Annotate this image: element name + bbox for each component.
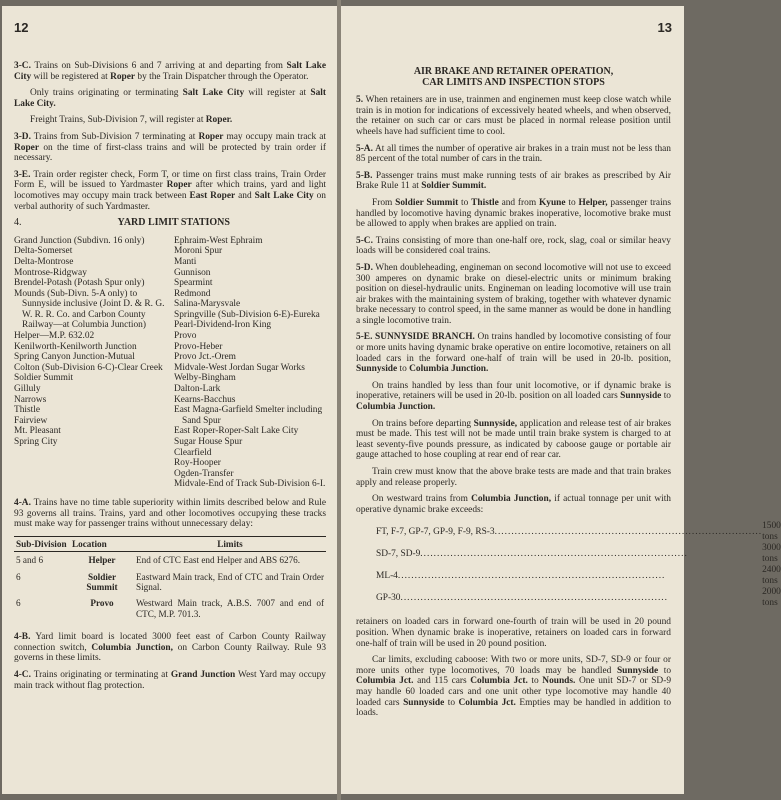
yard-station-item: Moroni Spur [174, 246, 223, 257]
tonnage-row [376, 521, 781, 543]
table-row [14, 552, 326, 569]
yard-station-item: Salina-Marysvale [174, 299, 241, 310]
yard-station-item: Sugar House Spur [174, 437, 243, 447]
yard-station-item: Pearl-Dividend-Iron King [174, 320, 272, 331]
page-number: 12 [14, 20, 29, 35]
tonnage-value: 2000 tons [762, 587, 781, 609]
table-row [14, 595, 326, 622]
yard-list-right [174, 236, 326, 490]
tonnage-unit: ML-4 [376, 570, 398, 581]
yard-station-item: Mt. Pleasant [14, 426, 61, 437]
yard-station-item: Colton (Sub-Division 6-C)-Clear Creek [14, 362, 163, 373]
yard-station-item: Montrose-Ridgway [14, 267, 87, 278]
yard-station-item: Thistle [14, 405, 41, 416]
yard-station-item: Clearfield [174, 447, 212, 458]
yard-station-item: East Roper-Roper-Salt Lake City [174, 426, 299, 437]
tonnage-row [376, 587, 781, 609]
yard-station-item: Kenilworth-Kenilworth Junction [14, 341, 137, 352]
limits-table [14, 536, 326, 622]
paragraph-5b: 5-B. Passenger trains must make running tests of air brakes as prescribed by Air Brake Rule 11 at Soldier Summit. [356, 170, 671, 192]
tonnage-unit: FT, F-7, GP-7, GP-9, F-9, RS-3 [376, 526, 495, 537]
limits-cell-lim: Westward Main track, A.B.S. 7007 and end of CTC, M.P. 701.3. [136, 598, 324, 619]
paragraph-5e-6: retainers on loaded cars in forward one-fourth of train will be used in 20 pound position. When dynamic brake is inoperative, retainers on loaded cars in forward one-half of train will be used in 20 pound position. [356, 617, 671, 649]
yard-station-item: Dalton-Lark [174, 384, 221, 395]
yard-station-item: Grand Junction (Subdivn. 16 only) [14, 235, 145, 246]
left-column [14, 61, 326, 697]
section-4-heading: 4. YARD LIMIT STATIONS [14, 217, 230, 229]
yard-station-item: Narrows [14, 394, 47, 405]
limits-cell-lim: Eastward Main track, End of CTC and Train Order Signal. [136, 571, 324, 592]
tonnage-value: 3000 tons [762, 543, 781, 565]
paragraph-5e-5: On westward trains from Columbia Junction, if actual tonnage per unit with operative dynamic brake exceeds: [356, 494, 671, 515]
header-limits: Limits [134, 536, 326, 551]
paragraph-5c: 5-C. Trains consisting of more than one-half ore, rock, slag, coal or similar heavy loads will be considered coal trains. [356, 235, 671, 257]
tonnage-row [376, 565, 781, 587]
yard-station-item: Delta-Somerset [14, 246, 73, 257]
yard-station-item: Provo-Heber [174, 341, 223, 352]
tonnage-unit: GP-30 [376, 592, 401, 603]
yard-station-item: Roy-Hooper [174, 458, 221, 469]
tonnage-value: 1500 tons [762, 521, 781, 543]
yard-station-item: East Magna-Garfield Smelter including Sand Spur [174, 405, 323, 426]
limits-cell-loc: Provo [90, 598, 114, 609]
paragraph-3c-c: Freight Trains, Sub-Division 7, will register at Roper. [30, 115, 233, 126]
yard-station-item: Brendel-Potash (Potash Spur only) [14, 278, 145, 289]
tonnage-unit: SD-7, SD-9 [376, 548, 421, 559]
yard-station-item: Spring City [14, 437, 58, 447]
section-title: AIR BRAKE AND RETAINER OPERATION, CAR LIMITS AND INSPECTION STOPS [413, 66, 614, 88]
tonnage-table [376, 521, 781, 609]
paragraph-3d: 3-D. Trains from Sub-Division 7 terminating at Roper may occupy main track at Roper on the time of first-class trains and will be protected by train order if necessary. [14, 131, 326, 164]
yard-station-item: Midvale-West Jordan Sugar Works [174, 362, 305, 373]
paragraph-5e-4: Train crew must know that the above brake tests are made and that train brakes apply and release properly. [356, 467, 671, 488]
limits-cell-lim: End of CTC East end Helper and ABS 6276. [136, 555, 301, 566]
yard-station-item: Gunnison [174, 267, 211, 278]
table-row [14, 569, 326, 596]
yard-station-item: Helper—M.P. 632.02 [14, 331, 95, 342]
paragraph-4c: 4-C. Trains originating or terminating at Grand Junction West Yard may occupy main track without flag protection. [14, 669, 326, 691]
limits-cell-sub: 6 [16, 598, 21, 609]
paragraph-5e-3: On trains before departing Sunnyside, application and release test of air brakes must be made. This test will not be made until train brake system is charged to at least seventy-five pounds pressure, as indicated by caboose gauge or portable air gauge attached to hose coupling at rear end of rear car. [356, 418, 671, 461]
yard-station-item: Provo [174, 331, 197, 342]
yard-station-item: Soldier Summit [14, 373, 74, 384]
paragraph-3e: 3-E. Train order register check, Form T, or time on first class trains, Train Order Form E, will be issued to Yardmaster Roper after which trains, yard and light locomotives may occupy main track between East Roper and Salt Lake City on verbal authority of such Yardmaster. [14, 169, 326, 212]
dot-leader: ................................................................................ [400, 592, 668, 603]
limits-cell-loc: Helper [88, 555, 116, 566]
left-page [2, 6, 337, 794]
paragraph-5e-7: Car limits, excluding caboose: With two or more units, SD-7, SD-9 or four or more units other type locomotives, 70 loads may be handled Sunnyside to Columbia Jct. and 115 cars Columbia Jct. to Nounds. One unit SD-7 or SD-9 may handle 60 loaded cars and one unit other type locomotive may handle 40 loaded cars Sunnyside to Columbia Jct. Empties may be handled in addition to loads. [356, 655, 672, 719]
dot-leader: ................................................................................ [420, 548, 688, 559]
yard-list-left [14, 236, 166, 490]
yard-limit-stations-list [14, 236, 326, 490]
yard-station-item: Redmond [174, 288, 211, 299]
yard-station-item: Manti [174, 256, 197, 267]
paragraph-3c-b: Only trains originating or terminating Salt Lake City will register at Salt Lake City. [14, 88, 326, 109]
yard-station-item: Ogden-Transfer [174, 468, 234, 479]
yard-station-item: Delta-Montrose [14, 256, 74, 267]
paragraph-5d: 5-D. When doubleheading, engineman on second locomotive will not use to exceed 300 amperes on dynamic brake on diesel-electric units or minimum braking position on diesel-hydraulic units. Engineman on leading locomotive will use train air brakes with the maintaining system of braking, together with whatever dynamic brake necessary to control speed, in the same manner as would be done in handling a single locomotive train. [356, 262, 671, 326]
yard-station-item: Gilluly [14, 384, 41, 395]
limits-cell-sub: 5 and 6 [16, 555, 44, 566]
yard-station-item: Midvale-End of Track Sub-Division 6-I. [174, 479, 326, 490]
yard-station-item: Springville (Sub-Division 6-E)-Eureka [174, 309, 320, 320]
tonnage-value: 2400 tons [762, 565, 781, 587]
yard-station-item: Fairview [14, 415, 48, 426]
paragraph-5: 5. When retainers are in use, trainmen and enginemen must keep close watch while train is in motion for indications of excessively heated wheels, and when observed, the retainer on such car or cars must be placed in normal release position until wheels have had sufficient time to cool. [356, 95, 671, 137]
right-column [356, 61, 781, 725]
yard-station-item: Ephraim-West Ephraim [174, 235, 263, 246]
yard-station-item: Spring Canyon Junction-Mutual [14, 352, 135, 363]
paragraph-4b: 4-B. Yard limit board is located 3000 feet east of Carbon County Railway connection switch, Columbia Junction, on Carbon County Railway. Rule 93 governs in these limits. [14, 632, 327, 664]
tonnage-row [376, 543, 781, 565]
yard-station-item: Kearns-Bacchus [174, 394, 236, 405]
header-sub-division: Sub-Division [14, 536, 70, 551]
paragraph-5b-2: From Soldier Summit to Thistle and from Kyune to Helper, passenger trains handled by locomotive having dynamic brakes inoperative, locomotive brake must be allowed to apply when brakes are applied on train. [356, 197, 672, 230]
right-page [341, 6, 781, 794]
limits-cell-loc: Soldier Summit [86, 571, 118, 592]
paragraph-5a: 5-A. At all times the number of operative air brakes in a train must not be less than 85 percent of the total number of cars in the train. [356, 143, 671, 165]
page-number: 13 [657, 20, 672, 35]
yard-station-item: Mounds (Sub-Divn. 5-A only) to Sunnyside inclusive (Joint D. & R. G. W. R. R. Co. and Carbon County Railway—at Columbia Junction) [14, 288, 165, 331]
limits-cell-sub: 6 [16, 571, 21, 582]
paragraph-4a: 4-A. Trains have no time table superiority within limits described below and Rule 93 governs all trains. Trains, yard and other locomotives occupying these tracks must make way for passenger trains without unnecessary delay: [14, 497, 326, 530]
paragraph-5e: 5-E. SUNNYSIDE BRANCH. On trains handled by locomotive consisting of four or more units having dynamic brake operative on entire locomotive, retainers on all loaded cars in the forward one-half of train will be used in 20-lb. position, Sunnyside to Columbia Junction. [356, 332, 672, 375]
header-location: Location [70, 536, 134, 551]
dot-leader: ................................................................................ [397, 570, 666, 581]
paragraph-3c: 3-C. Trains on Sub-Divisions 6 and 7 arriving at and departing from Salt Lake City will be registered at Roper by the Train Dispatcher through the Operator. [14, 61, 326, 82]
dot-leader: ................................................................................ [494, 526, 763, 537]
yard-station-item: Welby-Bingham [174, 373, 236, 384]
yard-station-item: Spearmint [174, 278, 213, 289]
yard-station-item: Provo Jct.-Orem [174, 352, 236, 363]
paragraph-5e-2: On trains handled by less than four unit locomotive, or if dynamic brake is inoperative, retainers will be used in 20-lb. position on all loaded cars Sunnyside to Columbia Junction. [356, 380, 671, 413]
